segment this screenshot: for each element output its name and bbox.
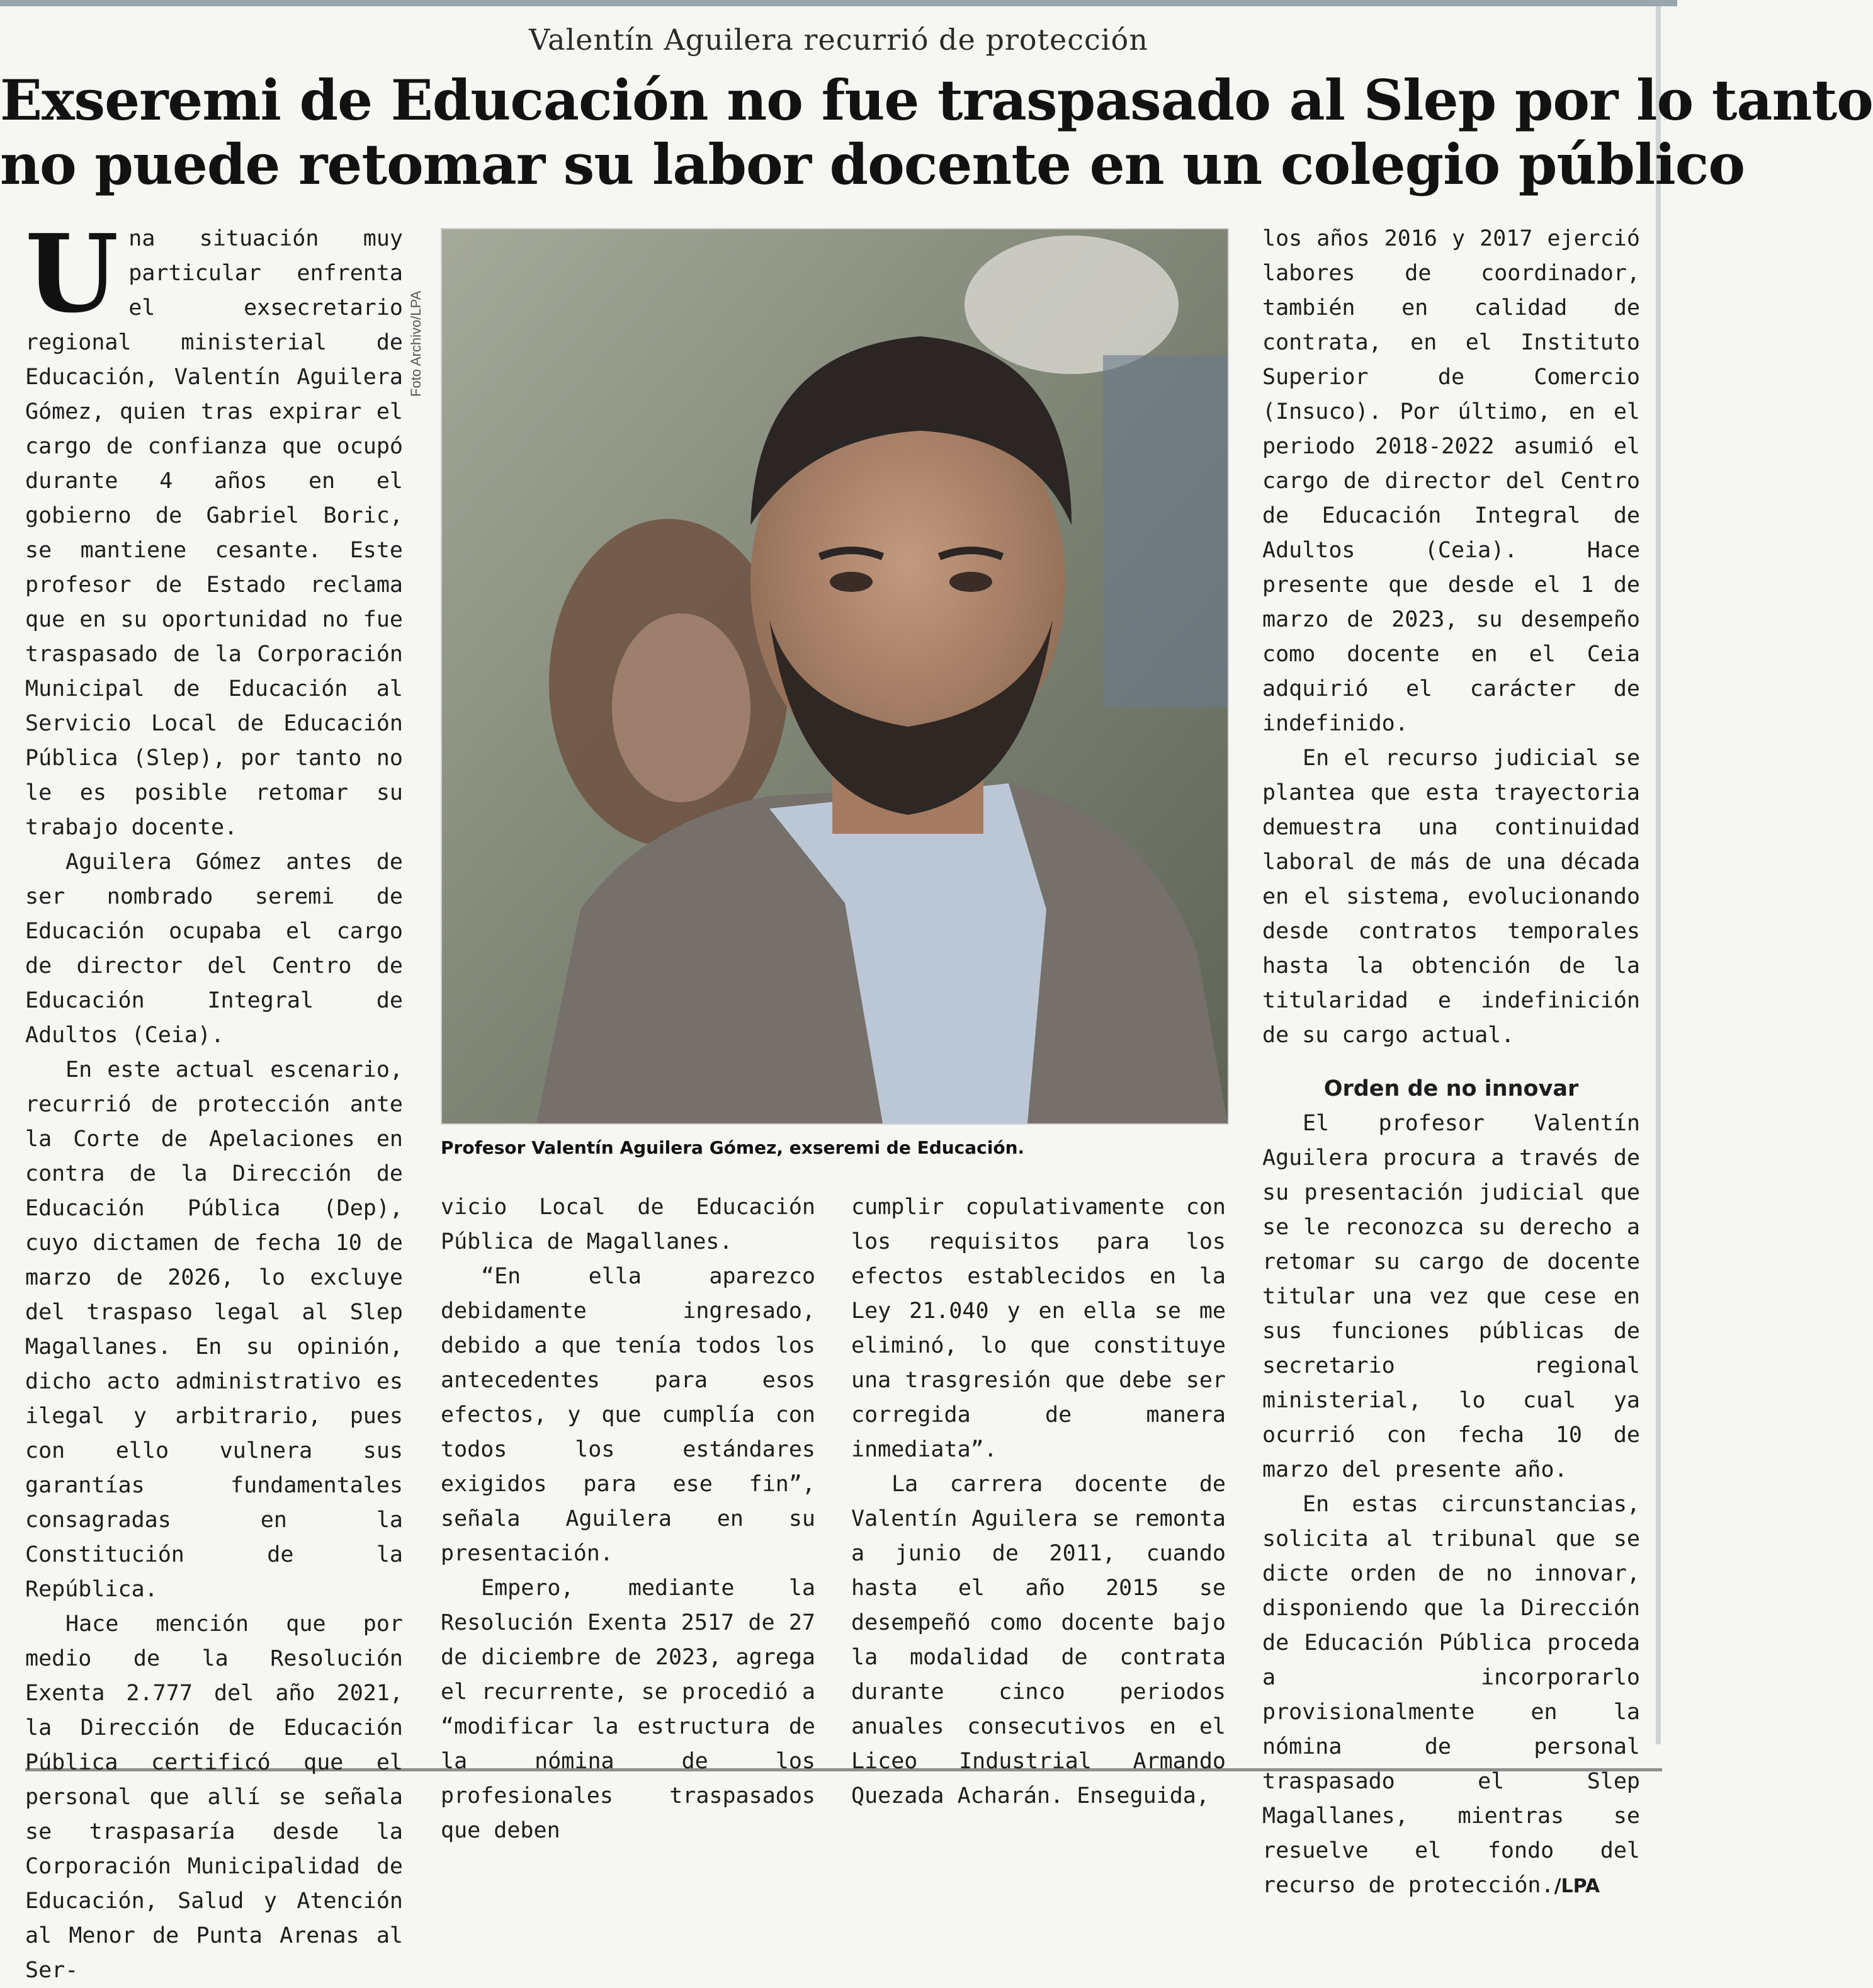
paragraph: los años 2016 y 2017 ejerció labores de coordinador, también en calidad de contrata, en el Instituto Superior de Comercio (Insuco). Por último, en el periodo 2018-2022 asumió el cargo de director del Centro de Educación Integral de Adultos (Ceia). Hace presente que desde el 1 de marzo de 2023, su desempeño como docente en el Ceia adquirió el carácter de indefinido. [1262,226,1640,736]
column-1 [25,211,403,1983]
right-rule [1656,6,1661,1744]
headline-line-1: Exseremi de Educación no fue traspasado al Slep por lo tanto [0,67,1873,133]
paragraph: “En ella aparezco debidamente ingresado, debido a que tenía todos los antecedentes para esos efectos, y que cumplía con todos los estándares exigidos para ese fin”, señala Aguilera en su presentación. [441,1264,815,1566]
article-photo [441,228,1229,1125]
paragraph: En el recurso judicial se plantea que esta trayectoria demuestra una continuidad laboral de más de una década en el sistema, evolucionando desde contratos temporales hasta la obtención de la titularidad e indefinición de su cargo actual. [1262,746,1640,1048]
top-rule [0,0,1677,6]
column-4 [1262,222,1640,1898]
paragraph: cumplir copulativamente con los requisitos para los efectos establecidos en la Ley 21.040 y en ella se me eliminó, lo que constituye una trasgresión que debe ser corregida de manera inmediata”. [851,1195,1226,1462]
column-2 [441,1190,815,1843]
article-headline [0,67,1873,197]
photo-caption: Profesor Valentín Aguilera Gómez, exseremi de Educación. [441,1137,1025,1158]
paragraph: vicio Local de Educación Pública de Magallanes. [441,1195,815,1254]
photo-credit: Foto Archivo/LPA [408,290,424,397]
paragraph-text: En estas circunstancias, solicita al tribunal que se dicte orden de no innovar, disponiendo que la Dirección de Educación Pública proceda a incorporarlo provisionalmente en la nómina de personal traspasado el Slep Magallanes, mientras se resuelve el fondo del recurso de protección. [1262,1492,1640,1898]
paragraph: El profesor Valentín Aguilera procura a través de su presentación judicial que se le reconozca su derecho a retomar su cargo de docente titular una vez que cese en sus funciones públicas de secretario regional ministerial, lo cual ya ocurrió con fecha 10 de marzo del presente año. [1262,1111,1640,1482]
paragraph: Aguilera Gómez antes de ser nombrado seremi de Educación ocupaba el cargo de director del Centro de Educación Integral de Adultos (Ceia). [25,849,403,1048]
portrait-image [442,229,1228,1123]
paragraph: Empero, mediante la Resolución Exenta 2517 de 27 de diciembre de 2023, agrega el recurrente, se procedió a “modificar la estructura de la nómina de los profesionales traspasados que deben [441,1576,815,1843]
paragraph-text: na situación muy particular enfrenta el exsecretario regional ministerial de Educación, Valentín Aguilera Gómez, quien tras expirar el cargo de confianza que ocupó durante 4 años en el gobierno de Gabriel Boric, se mantiene cesante. Este profesor de Estado reclama que en su oportunidad no fue traspasado de la Corporación Municipal de Educación al Servicio Local de Educación Pública (Slep), por tanto no le es posible retomar su trabajo docente. [25,226,403,840]
headline-line-2: no puede retomar su labor docente en un colegio público [0,132,1745,197]
drop-cap: U [25,211,119,337]
article-kicker: Valentín Aguilera recurrió de protección [529,23,1148,57]
paragraph: Hace mención que por medio de la Resolución Exenta 2.777 del año 2021, la Dirección de Educación Pública certificó que el personal que allí se señala se traspasaría desde la Corporación Municipalidad de Educación, Salud y Atención al Menor de Punta Arenas al Ser- [25,1611,403,1983]
paragraph [1262,1487,1640,1904]
column-3 [851,1190,1226,1809]
paragraph [25,211,403,845]
paragraph: En este actual escenario, recurrió de protección ante la Corte de Apelaciones en contra de la Dirección de Educación Pública (Dep), cuyo dictamen de fecha 10 de marzo de 2026, lo excluye del traspaso legal al Slep Magallanes. En su opinión, dicho acto administrativo es ilegal y arbitrario, pues con ello vulnera sus garantías fundamentales consagradas en la Constitución de la República. [25,1057,403,1602]
section-subhead: Orden de no innovar [1323,1076,1579,1101]
paragraph: La carrera docente de Valentín Aguilera se remonta a junio de 2011, cuando hasta el año 2015 se desempeñó como docente bajo la modalidad de contrata durante cinco periodos anuales consecutivos en el Liceo Industrial Armando Quezada Acharán. Enseguida, [851,1472,1226,1809]
byline-signature: /LPA [1554,1875,1600,1897]
